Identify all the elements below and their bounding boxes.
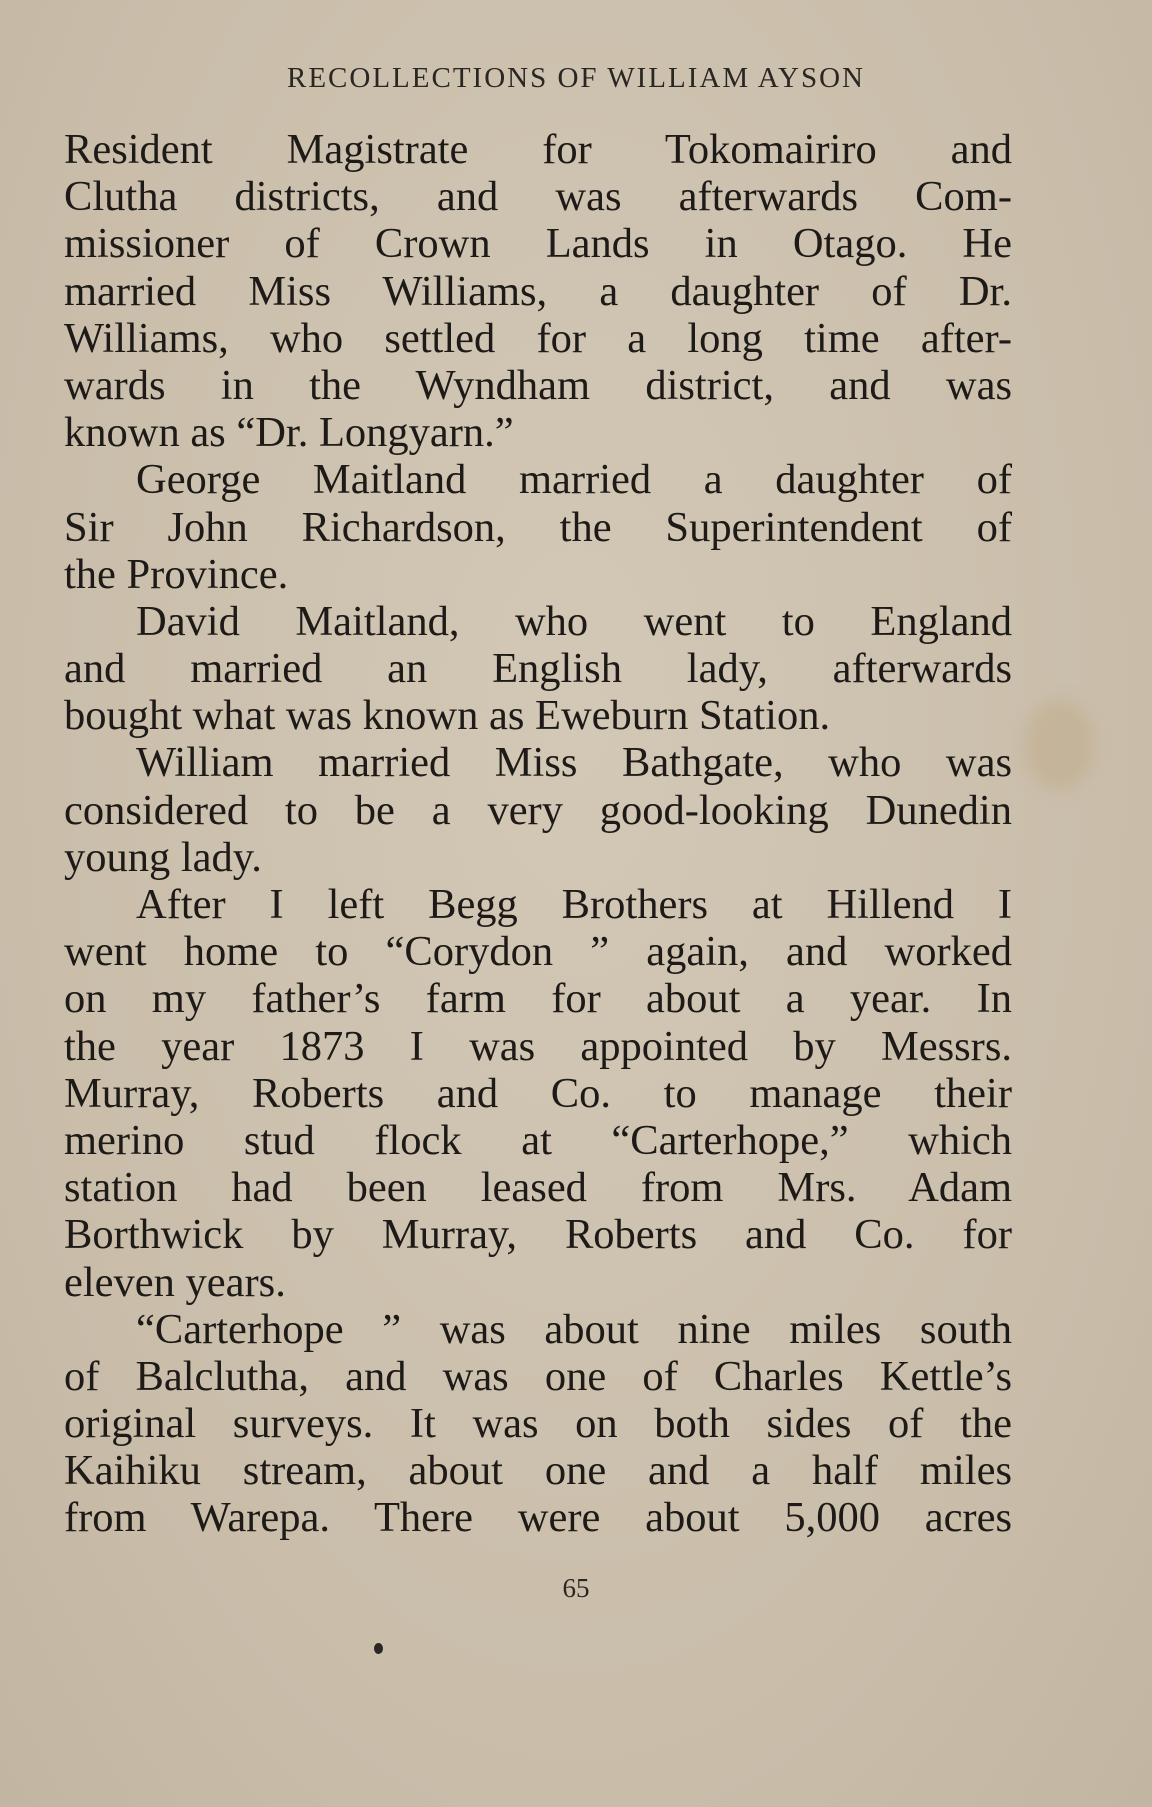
text-line: Murray, Roberts and Co. to manage their: [64, 1069, 1012, 1117]
text-line: the Province.: [64, 550, 289, 598]
text-line: married Miss Williams, a daughter of Dr.: [64, 267, 1012, 315]
text-line: Sir John Richardson, the Superintendent of: [64, 503, 1012, 551]
text-line: Kaihiku stream, about one and a half miles: [64, 1447, 1012, 1495]
text-line: known as “Dr. Longyarn.”: [64, 409, 514, 457]
text-line: the year 1873 I was appointed by Messrs.: [64, 1022, 1012, 1070]
text-line: William married Miss Bathgate, who was: [136, 739, 1012, 787]
text-line: young lady.: [64, 833, 262, 881]
paper-stain: [1024, 700, 1094, 790]
body-text: [64, 126, 1012, 1542]
text-line: from Warepa. There were about 5,000 acres: [64, 1494, 1012, 1542]
text-line: merino stud flock at “Carterhope,” which: [64, 1116, 1012, 1164]
text-line: bought what was known as Eweburn Station.: [64, 692, 831, 740]
text-line: Williams, who settled for a long time after-: [64, 314, 1012, 362]
text-line: Resident Magistrate for Tokomairiro and: [64, 126, 1012, 173]
ink-speck: [374, 1643, 383, 1654]
text-line: went home to “Corydon ” again, and worked: [64, 928, 1012, 976]
text-line: Clutha districts, and was afterwards Com-: [64, 173, 1012, 221]
text-line: George Maitland married a daughter of: [136, 456, 1012, 504]
running-head: RECOLLECTIONS OF WILLIAM AYSON: [287, 62, 865, 94]
text-line: “Carterhope ” was about nine miles south: [136, 1305, 1012, 1353]
text-line: Borthwick by Murray, Roberts and Co. for: [64, 1211, 1012, 1259]
text-line: original surveys. It was on both sides of the: [64, 1400, 1012, 1448]
page-number: 65: [562, 1573, 590, 1603]
text-line: and married an English lady, afterwards: [64, 645, 1012, 693]
text-line: missioner of Crown Lands in Otago. He: [64, 220, 1012, 268]
text-line: After I left Begg Brothers at Hillend I: [136, 881, 1012, 928]
text-line: station had been leased from Mrs. Adam: [64, 1164, 1012, 1212]
text-line: of Balclutha, and was one of Charles Kettle’s: [64, 1352, 1012, 1400]
text-line: eleven years.: [64, 1258, 286, 1306]
text-line: wards in the Wyndham district, and was: [64, 361, 1012, 409]
text-line: David Maitland, who went to England: [136, 597, 1012, 645]
text-line: considered to be a very good-looking Dunedin: [64, 786, 1012, 834]
text-line: on my father’s farm for about a year. In: [64, 975, 1012, 1023]
